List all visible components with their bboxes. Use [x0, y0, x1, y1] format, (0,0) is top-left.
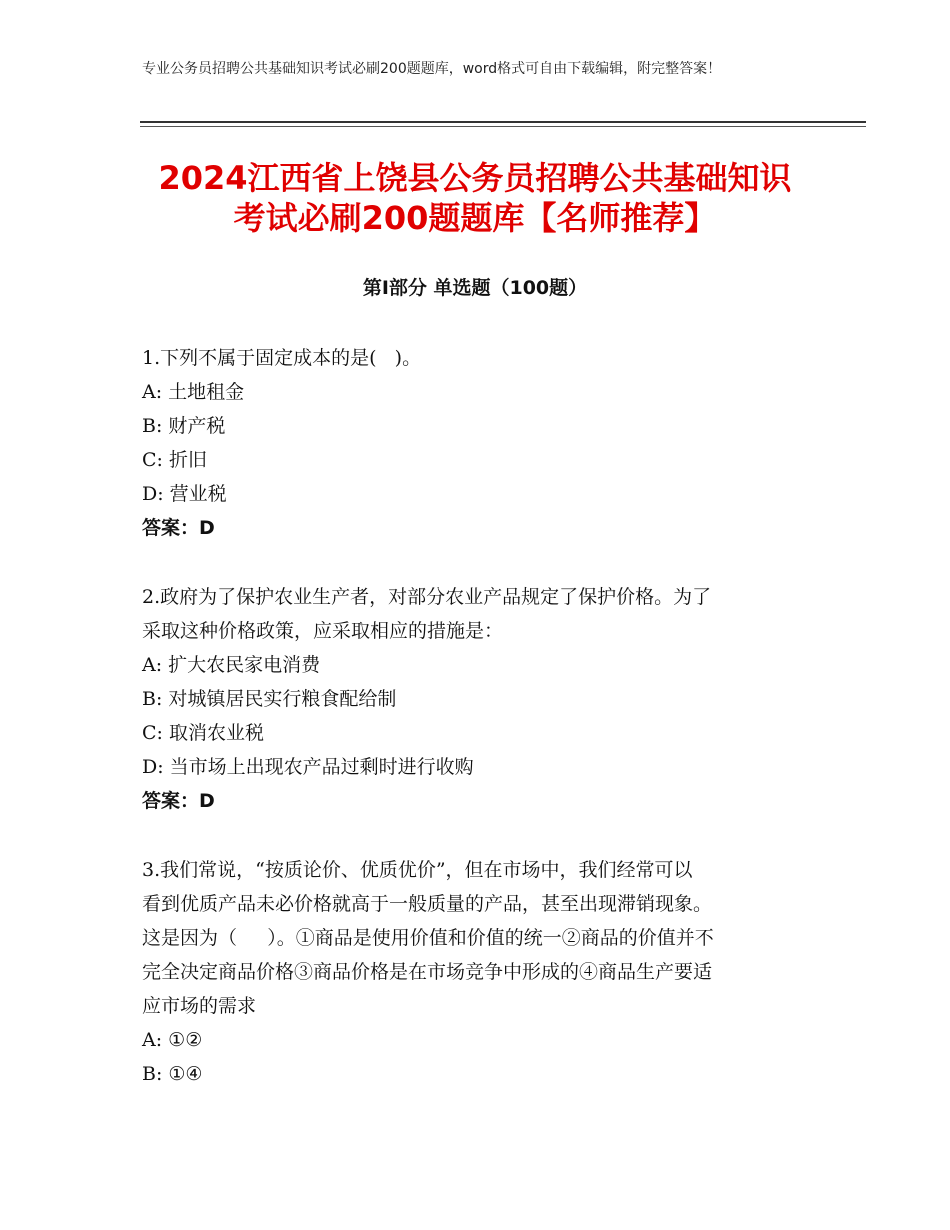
- question-text: 看到优质产品未必价格就高于一般质量的产品，甚至出现滞销现象。: [142, 893, 713, 915]
- option-a: A: 土地租金: [142, 381, 245, 403]
- option-b: B: ①④: [142, 1063, 203, 1085]
- question-text: 1.下列不属于固定成本的是( )。: [142, 347, 422, 369]
- section-title: 第Ⅰ部分 单选题（100题）: [362, 277, 588, 299]
- option-a: A: 扩大农民家电消费: [142, 654, 321, 676]
- header-divider-thin: [140, 126, 866, 127]
- option-a: A: ①②: [142, 1029, 203, 1051]
- question-text: 这是因为（ ）。①商品是使用价值和价值的统一②商品的价值并不: [142, 927, 714, 949]
- question-text: 2.政府为了保护农业生产者，对部分农业产品规定了保护价格。为了: [142, 586, 712, 608]
- option-c: C: 折旧: [142, 449, 207, 471]
- title-line-1: 2024江西省上饶县公务员招聘公共基础知识: [158, 159, 792, 197]
- option-b: B: 财产税: [142, 415, 226, 437]
- option-d: D: 当市场上出现农产品过剩时进行收购: [142, 756, 474, 778]
- question-text: 应市场的需求: [142, 995, 257, 1017]
- header-divider-thick: [140, 121, 866, 123]
- header-note: 专业公务员招聘公共基础知识考试必刷200题题库，word格式可自由下载编辑，附完整答案！: [142, 61, 722, 77]
- question-2: [142, 580, 812, 818]
- question-1: [142, 341, 812, 545]
- question-text: 完全决定商品价格③商品价格是在市场竞争中形成的④商品生产要适: [142, 961, 713, 983]
- question-text: 3.我们常说，“按质论价、优质优价”，但在市场中，我们经常可以: [142, 859, 693, 881]
- answer: 答案：D: [142, 790, 215, 812]
- question-3: [142, 853, 812, 1091]
- question-text: 采取这种价格政策，应采取相应的措施是：: [142, 620, 504, 642]
- option-d: D: 营业税: [142, 483, 227, 505]
- option-c: C: 取消农业税: [142, 722, 264, 744]
- answer: 答案：D: [142, 517, 215, 539]
- title-line-2: 考试必刷200题题库【名师推荐】: [233, 199, 717, 237]
- option-b: B: 对城镇居民实行粮食配给制: [142, 688, 397, 710]
- document-title: [100, 158, 850, 238]
